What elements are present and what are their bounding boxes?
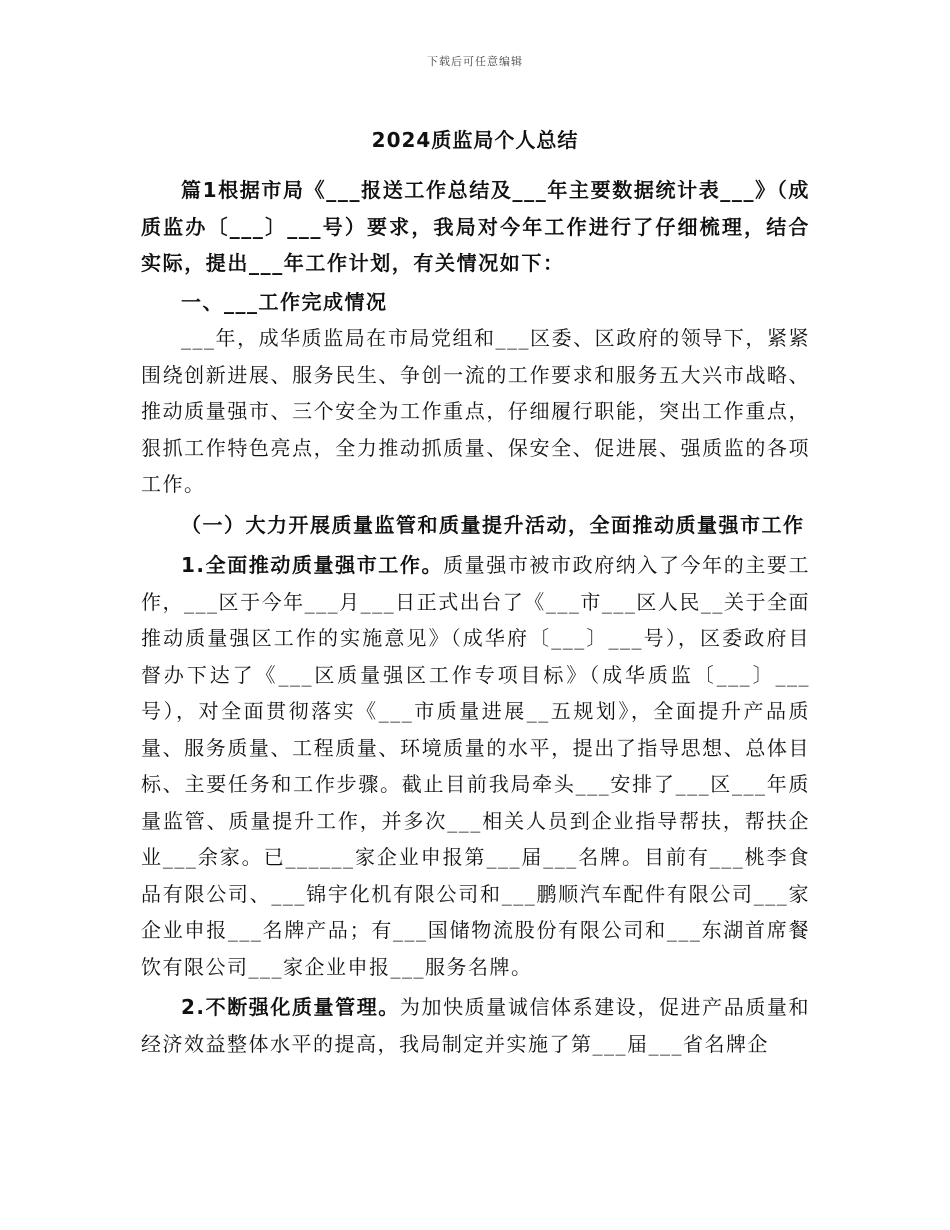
item-body: 质量强市被市政府纳入了今年的主要工作，___区于今年___月___日正式出台了《___市___区人民__关于全面推动质量强区工作的实施意见》（成华府〔___〕___号），区委政府目督办下达了《___区质量强区工作专项目标》（成华质监〔___〕___号），对全面贯彻落实《___市质量进展__五规划》，全面提升产品质量、服务质量、工程质量、环境质量的水平，提出了指导思想、总体目标、主要任务和工作步骤。截止目前我局牵头___安排了___区___年质量监管、质量提升工作，并多次___相关人员到企业指导帮扶，帮扶企业___余家。已______家企业申报第___届___名牌。目前有___桃李食品有限公司、___锦宇化机有限公司和___鹏顺汽车配件有限公司___家企业申报___名牌产品；有___国储物流股份有限公司和___东湖首席餐饮有限公司___家企业申报___服务名牌。 [141, 553, 810, 979]
section-paragraph: ___年，成华质监局在市局党组和___区委、区政府的领导下，紧紧围绕创新进展、服务民生、争创一流的工作要求和服务五大兴市战略、推动质量强市、三个安全为工作重点，仔细履行职能，突出工作重点，狠抓工作特色亮点，全力推动抓质量、保安全、促进展、强质监的各项工作。 [141, 326, 810, 496]
item-lead: 1.全面推动质量强市工作。 [181, 553, 444, 577]
intro-paragraph: 篇1根据市局《___报送工作总结及___年主要数据统计表___》（成质监办〔___〕___号）要求，我局对今年工作进行了仔细梳理，结合实际，提出___年工作计划，有关情况如下： [141, 178, 810, 275]
list-item [141, 547, 810, 985]
item-body: 为加快质量诚信体系建设，促进产品质量和经济效益整体水平的提高，我局制定并实施了第___届___省名牌企 [141, 995, 811, 1056]
item-lead: 2.不断强化质量管理。 [181, 995, 400, 1019]
document-body [141, 172, 810, 1062]
document-title: 2024质监局个人总结 [371, 128, 579, 152]
list-item [141, 989, 810, 1062]
subsection-title: （一）大力开展质量监管和质量提升活动，全面推动质量强市工作 [181, 512, 805, 537]
header-note: 下载后可任意编辑 [427, 55, 523, 68]
section-title: 一、___工作完成情况 [181, 289, 388, 314]
